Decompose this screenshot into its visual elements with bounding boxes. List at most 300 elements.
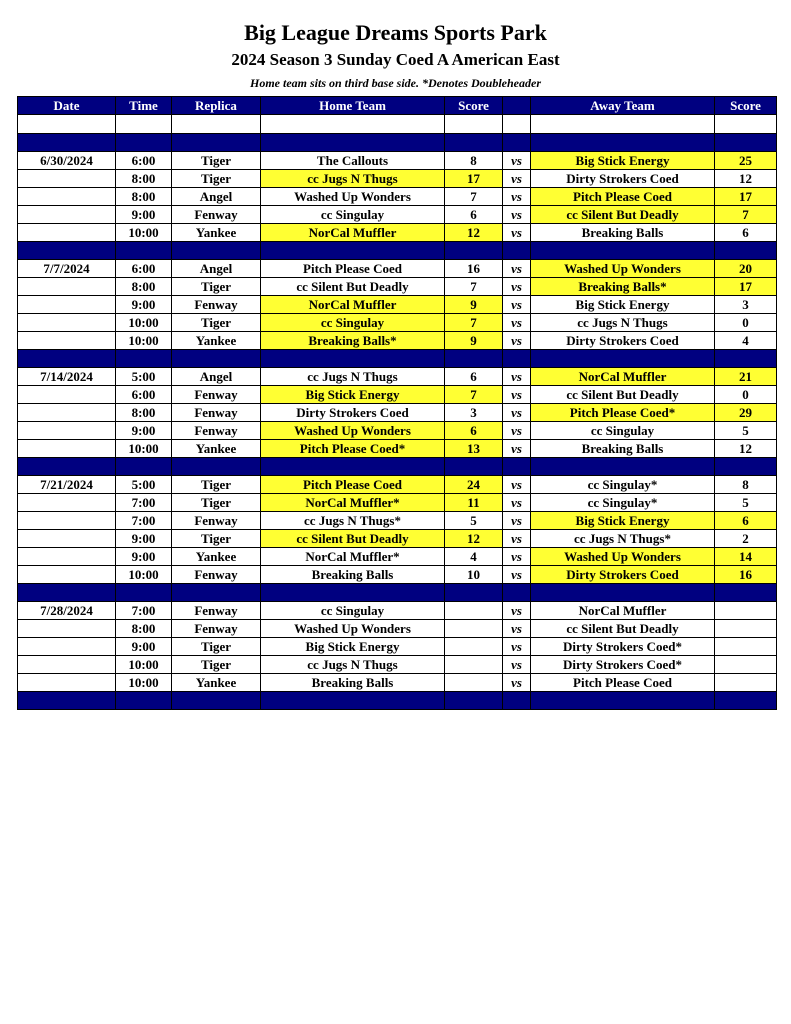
away-score: 12 xyxy=(715,170,777,188)
col-date-header: Date xyxy=(18,97,116,115)
away-score xyxy=(715,656,777,674)
away-score: 0 xyxy=(715,314,777,332)
game-row xyxy=(18,170,777,188)
away-team: cc Silent But Deadly xyxy=(531,206,715,224)
separator-bar-cell xyxy=(715,242,777,260)
home-score xyxy=(445,620,503,638)
away-team: cc Silent But Deadly xyxy=(531,620,715,638)
away-team: Dirty Strokers Coed* xyxy=(531,638,715,656)
game-row xyxy=(18,548,777,566)
away-score xyxy=(715,638,777,656)
game-replica: Angel xyxy=(172,368,261,386)
home-team: Breaking Balls* xyxy=(261,332,445,350)
game-replica: Tiger xyxy=(172,314,261,332)
game-date xyxy=(18,278,116,296)
game-time: 8:00 xyxy=(116,404,172,422)
home-score: 7 xyxy=(445,386,503,404)
vs-label: vs xyxy=(503,296,531,314)
separator-bar-cell xyxy=(503,350,531,368)
away-team: Pitch Please Coed* xyxy=(531,404,715,422)
home-team: cc Jugs N Thugs xyxy=(261,170,445,188)
game-date: 7/7/2024 xyxy=(18,260,116,278)
away-team: Dirty Strokers Coed xyxy=(531,332,715,350)
away-team: NorCal Muffler xyxy=(531,602,715,620)
separator-bar-cell xyxy=(261,692,445,710)
home-team: NorCal Muffler xyxy=(261,296,445,314)
separator-bar-cell xyxy=(18,242,116,260)
vs-label: vs xyxy=(503,674,531,692)
separator-bar-cell xyxy=(116,350,172,368)
game-row xyxy=(18,602,777,620)
home-team: Big Stick Energy xyxy=(261,386,445,404)
separator-bar-cell xyxy=(172,458,261,476)
away-team: cc Singulay xyxy=(531,422,715,440)
home-score: 7 xyxy=(445,188,503,206)
game-date xyxy=(18,620,116,638)
separator-bar-cell xyxy=(116,584,172,602)
game-replica: Tiger xyxy=(172,638,261,656)
game-replica: Tiger xyxy=(172,152,261,170)
page-subtitle: 2024 Season 3 Sunday Coed A American East xyxy=(231,50,560,69)
home-team: cc Jugs N Thugs xyxy=(261,656,445,674)
game-replica: Yankee xyxy=(172,332,261,350)
away-team: Breaking Balls xyxy=(531,440,715,458)
away-score: 17 xyxy=(715,278,777,296)
vs-label: vs xyxy=(503,368,531,386)
away-score: 0 xyxy=(715,386,777,404)
vs-label: vs xyxy=(503,278,531,296)
blank-row-cell xyxy=(18,115,116,134)
game-date xyxy=(18,548,116,566)
game-time: 8:00 xyxy=(116,620,172,638)
vs-label: vs xyxy=(503,260,531,278)
separator-bar-cell xyxy=(445,134,503,152)
away-score: 17 xyxy=(715,188,777,206)
home-team: The Callouts xyxy=(261,152,445,170)
game-time: 6:00 xyxy=(116,260,172,278)
away-team: Dirty Strokers Coed* xyxy=(531,656,715,674)
game-replica: Tiger xyxy=(172,494,261,512)
game-replica: Tiger xyxy=(172,278,261,296)
separator-bar-cell xyxy=(445,242,503,260)
separator-bar-cell xyxy=(261,242,445,260)
game-row xyxy=(18,368,777,386)
separator-bar-cell xyxy=(715,458,777,476)
col-home-team-header: Home Team xyxy=(261,97,445,115)
away-team: Pitch Please Coed xyxy=(531,188,715,206)
col-vs-header xyxy=(503,97,531,115)
col-away-team-header: Away Team xyxy=(531,97,715,115)
vs-label: vs xyxy=(503,656,531,674)
home-score: 17 xyxy=(445,170,503,188)
home-score: 9 xyxy=(445,296,503,314)
home-team: Pitch Please Coed xyxy=(261,476,445,494)
separator-bar-cell xyxy=(531,458,715,476)
game-date xyxy=(18,224,116,242)
game-date xyxy=(18,170,116,188)
game-date xyxy=(18,314,116,332)
separator-bar xyxy=(18,458,777,476)
col-home-score-header: Score xyxy=(445,97,503,115)
home-team: cc Silent But Deadly xyxy=(261,530,445,548)
separator-bar-cell xyxy=(445,350,503,368)
game-replica: Fenway xyxy=(172,566,261,584)
game-date xyxy=(18,530,116,548)
separator-bar-cell xyxy=(18,584,116,602)
vs-label: vs xyxy=(503,602,531,620)
vs-label: vs xyxy=(503,386,531,404)
home-team: Washed Up Wonders xyxy=(261,422,445,440)
home-team: Breaking Balls xyxy=(261,566,445,584)
game-replica: Tiger xyxy=(172,476,261,494)
away-team: cc Silent But Deadly xyxy=(531,386,715,404)
home-score: 6 xyxy=(445,368,503,386)
home-score xyxy=(445,602,503,620)
vs-label: vs xyxy=(503,188,531,206)
col-time-header: Time xyxy=(116,97,172,115)
away-team: Pitch Please Coed xyxy=(531,674,715,692)
away-score: 12 xyxy=(715,440,777,458)
separator-bar-cell xyxy=(261,584,445,602)
away-score xyxy=(715,620,777,638)
vs-label: vs xyxy=(503,206,531,224)
game-date xyxy=(18,188,116,206)
game-row xyxy=(18,440,777,458)
separator-bar xyxy=(18,584,777,602)
vs-label: vs xyxy=(503,548,531,566)
vs-label: vs xyxy=(503,620,531,638)
game-row xyxy=(18,512,777,530)
vs-label: vs xyxy=(503,332,531,350)
game-date xyxy=(18,638,116,656)
game-replica: Fenway xyxy=(172,206,261,224)
home-team: cc Jugs N Thugs xyxy=(261,368,445,386)
home-score xyxy=(445,638,503,656)
game-replica: Yankee xyxy=(172,674,261,692)
home-score: 12 xyxy=(445,530,503,548)
home-team: Pitch Please Coed* xyxy=(261,440,445,458)
away-score: 29 xyxy=(715,404,777,422)
home-score: 12 xyxy=(445,224,503,242)
game-row xyxy=(18,656,777,674)
game-date xyxy=(18,404,116,422)
home-team: Dirty Strokers Coed xyxy=(261,404,445,422)
separator-bar xyxy=(18,134,777,152)
separator-bar-cell xyxy=(503,458,531,476)
blank-row-cell xyxy=(445,115,503,134)
separator-bar-cell xyxy=(715,692,777,710)
game-row xyxy=(18,296,777,314)
game-replica: Tiger xyxy=(172,170,261,188)
vs-label: vs xyxy=(503,638,531,656)
separator-bar-cell xyxy=(18,350,116,368)
home-score: 10 xyxy=(445,566,503,584)
game-replica: Tiger xyxy=(172,530,261,548)
separator-bar-cell xyxy=(116,458,172,476)
home-score: 13 xyxy=(445,440,503,458)
page-title: Big League Dreams Sports Park xyxy=(244,20,547,45)
separator-bar-cell xyxy=(18,692,116,710)
game-replica: Fenway xyxy=(172,422,261,440)
home-team: cc Singulay xyxy=(261,602,445,620)
separator-bar-cell xyxy=(18,134,116,152)
home-score xyxy=(445,656,503,674)
col-replica-header: Replica xyxy=(172,97,261,115)
blank-row-cell xyxy=(172,115,261,134)
separator-bar-cell xyxy=(715,350,777,368)
away-team: cc Jugs N Thugs* xyxy=(531,530,715,548)
game-row xyxy=(18,404,777,422)
away-score: 21 xyxy=(715,368,777,386)
home-score: 9 xyxy=(445,332,503,350)
game-row xyxy=(18,332,777,350)
separator-bar-cell xyxy=(261,350,445,368)
away-team: cc Singulay* xyxy=(531,494,715,512)
separator-bar xyxy=(18,350,777,368)
away-team: Breaking Balls xyxy=(531,224,715,242)
game-date xyxy=(18,566,116,584)
game-date: 7/28/2024 xyxy=(18,602,116,620)
home-score: 11 xyxy=(445,494,503,512)
game-replica: Fenway xyxy=(172,386,261,404)
separator-bar-cell xyxy=(172,692,261,710)
game-time: 10:00 xyxy=(116,566,172,584)
home-score: 3 xyxy=(445,404,503,422)
home-team: cc Jugs N Thugs* xyxy=(261,512,445,530)
home-team: Big Stick Energy xyxy=(261,638,445,656)
home-team: cc Silent But Deadly xyxy=(261,278,445,296)
home-team: Washed Up Wonders xyxy=(261,620,445,638)
away-score: 20 xyxy=(715,260,777,278)
separator-bar-cell xyxy=(172,350,261,368)
game-row xyxy=(18,674,777,692)
game-row xyxy=(18,152,777,170)
game-time: 9:00 xyxy=(116,422,172,440)
game-replica: Yankee xyxy=(172,440,261,458)
home-team: Breaking Balls xyxy=(261,674,445,692)
separator-bar xyxy=(18,242,777,260)
home-team: NorCal Muffler xyxy=(261,224,445,242)
game-time: 7:00 xyxy=(116,512,172,530)
away-score: 4 xyxy=(715,332,777,350)
game-time: 5:00 xyxy=(116,476,172,494)
schedule-table xyxy=(17,96,777,710)
separator-bar-cell xyxy=(172,134,261,152)
game-replica: Tiger xyxy=(172,656,261,674)
separator-bar-cell xyxy=(116,692,172,710)
game-row xyxy=(18,530,777,548)
home-score: 7 xyxy=(445,278,503,296)
blank-row-cell xyxy=(503,115,531,134)
game-row xyxy=(18,206,777,224)
separator-bar-cell xyxy=(503,584,531,602)
game-time: 7:00 xyxy=(116,602,172,620)
game-date xyxy=(18,656,116,674)
separator-bar-cell xyxy=(503,242,531,260)
vs-label: vs xyxy=(503,494,531,512)
game-time: 8:00 xyxy=(116,170,172,188)
game-time: 9:00 xyxy=(116,548,172,566)
game-row xyxy=(18,278,777,296)
home-score: 5 xyxy=(445,512,503,530)
home-team: cc Singulay xyxy=(261,206,445,224)
separator-bar-cell xyxy=(261,134,445,152)
away-team: Dirty Strokers Coed xyxy=(531,170,715,188)
game-row xyxy=(18,260,777,278)
col-away-score-header: Score xyxy=(715,97,777,115)
vs-label: vs xyxy=(503,224,531,242)
game-date xyxy=(18,206,116,224)
blank-row-cell xyxy=(261,115,445,134)
game-time: 10:00 xyxy=(116,332,172,350)
game-replica: Angel xyxy=(172,260,261,278)
away-team: Big Stick Energy xyxy=(531,152,715,170)
game-time: 6:00 xyxy=(116,152,172,170)
game-time: 6:00 xyxy=(116,386,172,404)
game-row xyxy=(18,188,777,206)
separator-bar-cell xyxy=(503,134,531,152)
vs-label: vs xyxy=(503,476,531,494)
home-team: NorCal Muffler* xyxy=(261,494,445,512)
separator-bar-cell xyxy=(18,458,116,476)
header-row xyxy=(18,97,777,115)
vs-label: vs xyxy=(503,512,531,530)
game-date xyxy=(18,386,116,404)
home-score: 16 xyxy=(445,260,503,278)
game-date xyxy=(18,422,116,440)
separator-bar-cell xyxy=(531,584,715,602)
away-team: NorCal Muffler xyxy=(531,368,715,386)
vs-label: vs xyxy=(503,440,531,458)
game-row xyxy=(18,386,777,404)
game-row xyxy=(18,476,777,494)
separator-bar-cell xyxy=(445,584,503,602)
separator-bar-cell xyxy=(116,134,172,152)
home-score xyxy=(445,674,503,692)
away-team: cc Jugs N Thugs xyxy=(531,314,715,332)
away-team: Washed Up Wonders xyxy=(531,548,715,566)
away-score: 25 xyxy=(715,152,777,170)
separator-bar-cell xyxy=(445,692,503,710)
game-row xyxy=(18,224,777,242)
game-replica: Fenway xyxy=(172,620,261,638)
away-score xyxy=(715,602,777,620)
game-time: 10:00 xyxy=(116,440,172,458)
away-score: 6 xyxy=(715,224,777,242)
home-score: 4 xyxy=(445,548,503,566)
game-time: 10:00 xyxy=(116,314,172,332)
separator-bar-cell xyxy=(715,134,777,152)
away-score: 16 xyxy=(715,566,777,584)
home-score: 6 xyxy=(445,422,503,440)
home-score: 8 xyxy=(445,152,503,170)
away-team: Big Stick Energy xyxy=(531,512,715,530)
away-team: Dirty Strokers Coed xyxy=(531,566,715,584)
game-date: 7/14/2024 xyxy=(18,368,116,386)
vs-label: vs xyxy=(503,314,531,332)
game-date xyxy=(18,296,116,314)
game-time: 5:00 xyxy=(116,368,172,386)
game-date xyxy=(18,494,116,512)
game-row xyxy=(18,494,777,512)
game-time: 9:00 xyxy=(116,206,172,224)
game-row xyxy=(18,422,777,440)
separator-bar-cell xyxy=(531,692,715,710)
vs-label: vs xyxy=(503,422,531,440)
away-score: 2 xyxy=(715,530,777,548)
separator-bar-cell xyxy=(116,242,172,260)
game-time: 8:00 xyxy=(116,188,172,206)
blank-row xyxy=(18,115,777,134)
separator-bar-cell xyxy=(531,350,715,368)
vs-label: vs xyxy=(503,170,531,188)
home-team: Pitch Please Coed xyxy=(261,260,445,278)
separator-bar-cell xyxy=(172,584,261,602)
game-replica: Yankee xyxy=(172,224,261,242)
separator-bar-cell xyxy=(531,134,715,152)
game-time: 9:00 xyxy=(116,638,172,656)
blank-row-cell xyxy=(116,115,172,134)
separator-bar-cell xyxy=(261,458,445,476)
game-time: 9:00 xyxy=(116,296,172,314)
away-team: Washed Up Wonders xyxy=(531,260,715,278)
away-score: 5 xyxy=(715,422,777,440)
game-date: 7/21/2024 xyxy=(18,476,116,494)
game-date xyxy=(18,512,116,530)
home-score: 24 xyxy=(445,476,503,494)
home-team: Washed Up Wonders xyxy=(261,188,445,206)
game-row xyxy=(18,620,777,638)
home-score: 6 xyxy=(445,206,503,224)
home-team: NorCal Muffler* xyxy=(261,548,445,566)
game-replica: Fenway xyxy=(172,602,261,620)
game-date xyxy=(18,440,116,458)
separator-bar-cell xyxy=(172,242,261,260)
vs-label: vs xyxy=(503,530,531,548)
away-score xyxy=(715,674,777,692)
game-replica: Fenway xyxy=(172,512,261,530)
separator-bar-cell xyxy=(715,584,777,602)
game-replica: Fenway xyxy=(172,404,261,422)
game-replica: Fenway xyxy=(172,296,261,314)
game-replica: Angel xyxy=(172,188,261,206)
away-score: 5 xyxy=(715,494,777,512)
game-time: 10:00 xyxy=(116,656,172,674)
separator-bar xyxy=(18,692,777,710)
game-date: 6/30/2024 xyxy=(18,152,116,170)
away-team: Big Stick Energy xyxy=(531,296,715,314)
game-time: 10:00 xyxy=(116,674,172,692)
away-team: cc Singulay* xyxy=(531,476,715,494)
separator-bar-cell xyxy=(503,692,531,710)
home-score: 7 xyxy=(445,314,503,332)
away-score: 14 xyxy=(715,548,777,566)
game-row xyxy=(18,566,777,584)
away-score: 8 xyxy=(715,476,777,494)
schedule-body xyxy=(18,115,777,710)
game-date xyxy=(18,674,116,692)
away-score: 6 xyxy=(715,512,777,530)
away-score: 7 xyxy=(715,206,777,224)
page-note: Home team sits on third base side. *Denotes Doubleheader xyxy=(250,76,541,90)
vs-label: vs xyxy=(503,404,531,422)
blank-row-cell xyxy=(531,115,715,134)
game-time: 9:00 xyxy=(116,530,172,548)
separator-bar-cell xyxy=(531,242,715,260)
game-time: 10:00 xyxy=(116,224,172,242)
game-row xyxy=(18,638,777,656)
vs-label: vs xyxy=(503,566,531,584)
